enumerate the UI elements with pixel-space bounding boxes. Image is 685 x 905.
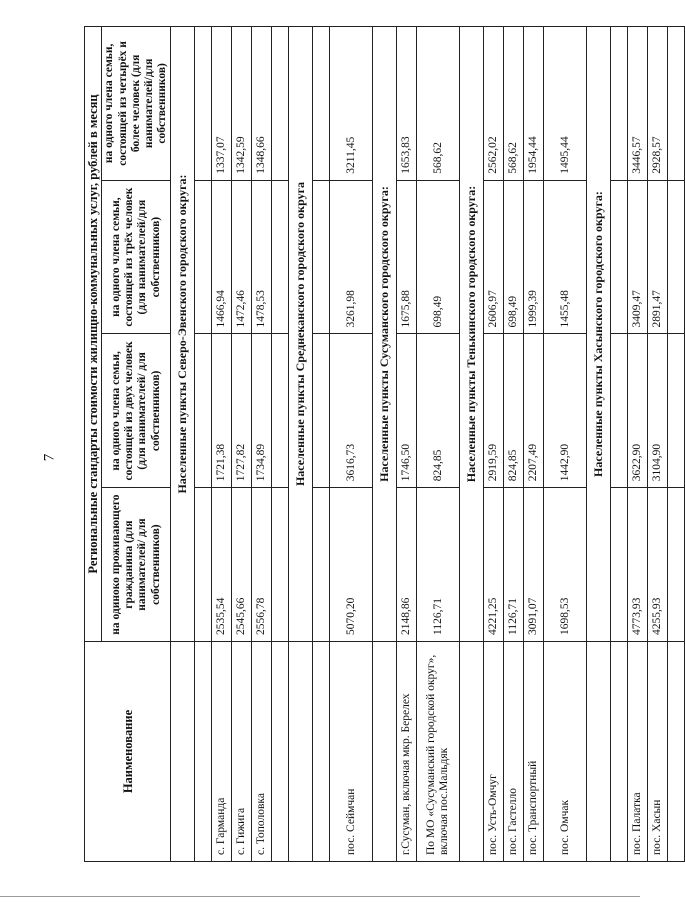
header-row-top (85, 27, 102, 862)
row-name: с. Гарманда (212, 642, 232, 862)
cell-value: 3104,90 (648, 334, 668, 488)
blank-row (611, 27, 628, 862)
cell-value: 1337,07 (212, 27, 232, 181)
cell-value: 1466,94 (212, 180, 232, 334)
section-title: Населенные пункты Хасынского городского округа: (587, 27, 611, 642)
table-row (544, 27, 587, 862)
table-row (397, 27, 417, 862)
cell-value: 4255,93 (648, 488, 668, 642)
cell-value: 568,62 (504, 27, 524, 181)
cell-value: 1342,59 (232, 27, 252, 181)
section-heading (460, 27, 484, 862)
cell-value: 1472,46 (232, 180, 252, 334)
table-row (252, 27, 272, 862)
page-number: 7 (41, 453, 58, 462)
row-name: пос. Хасын (648, 642, 668, 862)
row-name: По МО «Сусуманский городской округ», включая пос.Мальдяк (417, 642, 460, 862)
cell-value: 3211,45 (330, 27, 373, 181)
table-row (417, 27, 460, 862)
section-title: Населенные пункты Сусуманского городского округа: (373, 27, 397, 642)
cell-value: 698,49 (504, 180, 524, 334)
row-name: г.Сусуман, включая мкр. Берелех (397, 642, 417, 862)
cell-value: 1126,71 (504, 488, 524, 642)
section-spacer (289, 642, 313, 862)
header-group: Региональные стандарты стоимости жилищно-коммунальных услуг, рублей в месяц (85, 27, 102, 642)
housing-cost-standards-table (84, 26, 685, 862)
section-title: Населенные пункты Тенькинского городского округа: (460, 27, 484, 642)
scan-edge-line (0, 896, 640, 897)
cell-value: 1495,44 (544, 27, 587, 181)
cell-value: 2606,97 (484, 180, 504, 334)
table-row (484, 27, 504, 862)
section-spacer (587, 642, 611, 862)
cell-value: 1721,38 (212, 334, 232, 488)
section-heading (289, 27, 313, 862)
header-col-single: на одиноко проживающего гражданина (для нанимателей/ для собственников) (102, 488, 171, 642)
cell-value: 5070,20 (330, 488, 373, 642)
cell-value: 824,85 (417, 334, 460, 488)
cell-value: 1954,44 (524, 27, 544, 181)
cell-value: 824,85 (504, 334, 524, 488)
section-heading (171, 27, 195, 862)
cell-value: 4773,93 (628, 488, 648, 642)
row-name: пос. Палатка (628, 642, 648, 862)
table-row (648, 27, 668, 862)
section-heading (587, 27, 611, 862)
section-spacer (373, 642, 397, 862)
cell-value: 1478,53 (252, 180, 272, 334)
cell-value: 1698,53 (544, 488, 587, 642)
cell-value: 1653,83 (397, 27, 417, 181)
cell-value: 3091,07 (524, 488, 544, 642)
blank-row (195, 27, 212, 862)
cell-value: 3616,73 (330, 334, 373, 488)
cell-value: 568,62 (417, 27, 460, 181)
section-title: Населенные пункты Среднеканского городского округа (289, 27, 313, 642)
blank-row (313, 27, 330, 862)
table-row (330, 27, 373, 862)
header-col-three: на одного члена семьи, состоящей из трёх человек (для нанимателей/для собственников) (102, 180, 171, 334)
cell-value: 4221,25 (484, 488, 504, 642)
rotated-table-container (84, 26, 664, 862)
cell-value: 2562,02 (484, 27, 504, 181)
cell-value: 1348,66 (252, 27, 272, 181)
cell-value: 2207,49 (524, 334, 544, 488)
table-row (504, 27, 524, 862)
row-name: пос. Гастелло (504, 642, 524, 862)
row-name: пос. Сеймчан (330, 642, 373, 862)
cell-value: 1734,89 (252, 334, 272, 488)
cell-value: 1675,88 (397, 180, 417, 334)
header-col-four: на одного члена семьи, состоящей из четырёх и более человек (для нанимателей/для собственников) (102, 27, 171, 181)
table-row (524, 27, 544, 862)
blank-row (668, 27, 685, 862)
row-name: пос. Омчак (544, 642, 587, 862)
cell-value: 2928,57 (648, 27, 668, 181)
table-row (212, 27, 232, 862)
section-spacer (460, 642, 484, 862)
row-name: с. Гижига (232, 642, 252, 862)
cell-value: 1126,71 (417, 488, 460, 642)
cell-value: 2919,59 (484, 334, 504, 488)
cell-value: 3446,57 (628, 27, 648, 181)
cell-value: 1727,82 (232, 334, 252, 488)
cell-value: 3409,47 (628, 180, 648, 334)
row-name: пос. Транспортный (524, 642, 544, 862)
header-name: Наименование (85, 642, 171, 862)
cell-value: 2535,54 (212, 488, 232, 642)
blank-row (272, 27, 289, 862)
cell-value: 2891,47 (648, 180, 668, 334)
section-spacer (171, 642, 195, 862)
cell-value: 2148,86 (397, 488, 417, 642)
cell-value: 3261,98 (330, 180, 373, 334)
cell-value: 1999,39 (524, 180, 544, 334)
row-name: с. Тополовка (252, 642, 272, 862)
table-row (232, 27, 252, 862)
header-col-two: на одного члена семьи, состоящей из двух человек (для нанимателей/ для собственников) (102, 334, 171, 488)
row-name: пос. Усть-Омчуг (484, 642, 504, 862)
cell-value: 1442,90 (544, 334, 587, 488)
cell-value: 1455,48 (544, 180, 587, 334)
cell-value: 698,49 (417, 180, 460, 334)
cell-value: 2545,66 (232, 488, 252, 642)
cell-value: 2556,78 (252, 488, 272, 642)
cell-value: 3622,90 (628, 334, 648, 488)
cell-value: 1746,50 (397, 334, 417, 488)
section-title: Населенные пункты Северо-Эвенского городского округа: (171, 27, 195, 642)
table-row (628, 27, 648, 862)
section-heading (373, 27, 397, 862)
